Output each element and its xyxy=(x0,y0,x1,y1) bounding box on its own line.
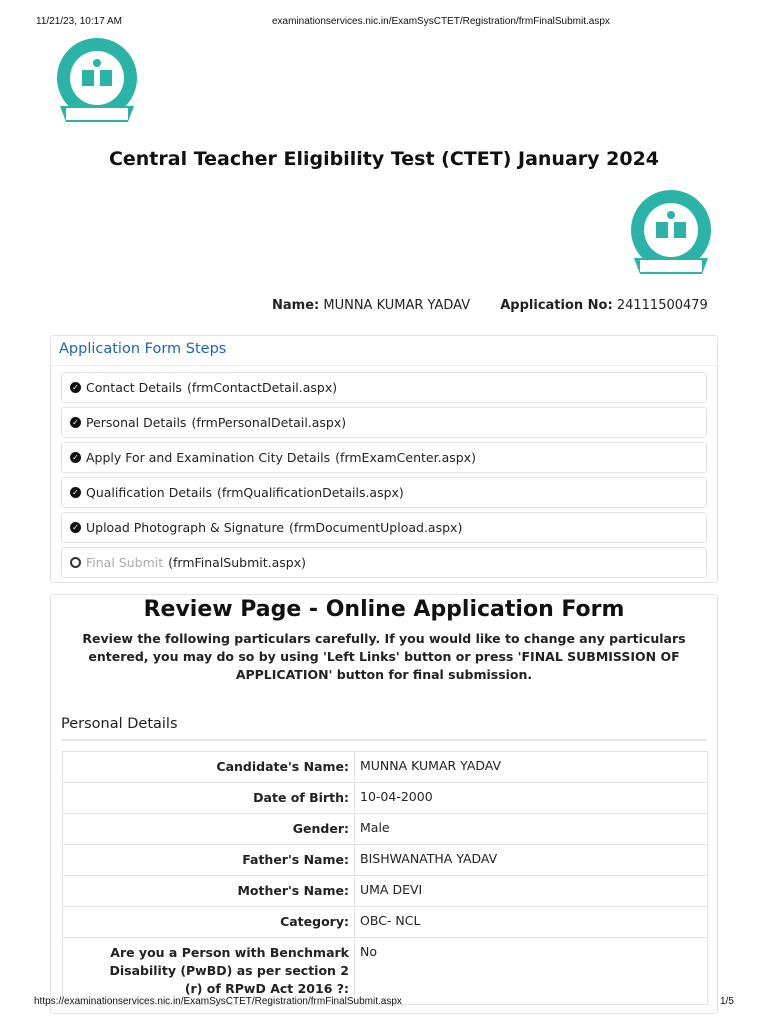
print-url: examinationservices.nic.in/ExamSysCTET/Registration/frmFinalSubmit.aspx xyxy=(272,16,610,27)
row-label: Gender: xyxy=(63,814,355,845)
row-value: OBC- NCL xyxy=(355,907,708,938)
row-label: Category: xyxy=(63,907,355,938)
page-number: 1/5 xyxy=(720,996,734,1007)
step-personal-details[interactable] xyxy=(61,407,707,438)
step-label: Apply For and Examination City Details xyxy=(86,450,331,465)
table-row xyxy=(63,752,708,783)
row-value: MUNNA KUMAR YADAV xyxy=(355,752,708,783)
step-qualification[interactable] xyxy=(61,477,707,508)
step-label: Contact Details xyxy=(86,380,182,395)
step-file: (frmQualificationDetails.aspx) xyxy=(217,485,404,500)
step-label: Qualification Details xyxy=(86,485,213,500)
step-final-submit[interactable] xyxy=(61,547,707,578)
personal-details-table xyxy=(62,751,708,1005)
row-value: No xyxy=(355,938,708,1005)
table-row xyxy=(63,938,708,1005)
name-label: Name: xyxy=(272,298,320,313)
step-label: Upload Photograph & Signature xyxy=(86,520,285,535)
row-value: UMA DEVI xyxy=(355,876,708,907)
row-label: Date of Birth: xyxy=(63,783,355,814)
print-datetime: 11/21/23, 10:17 AM xyxy=(36,16,122,27)
review-instructions: Review the following particulars carefully. If you would like to change any particulars entered, you may do so by using 'Left Links' button or press 'FINAL SUBMISSION OF APPLICATION' button for final submission. xyxy=(82,631,686,682)
check-circle-icon: ✓ xyxy=(70,382,81,393)
step-label: Final Submit xyxy=(86,555,164,570)
step-file: (frmDocumentUpload.aspx) xyxy=(289,520,463,535)
candidate-name: MUNNA KUMAR YADAV xyxy=(323,298,471,313)
table-row xyxy=(63,814,708,845)
step-file: (frmExamCenter.aspx) xyxy=(335,450,476,465)
table-row xyxy=(63,783,708,814)
section-heading: Personal Details xyxy=(61,716,707,741)
application-no-label: Application No: xyxy=(500,298,613,313)
candidate-info xyxy=(272,298,708,313)
check-circle-icon: ✓ xyxy=(70,452,81,463)
step-file: (frmContactDetail.aspx) xyxy=(186,380,338,395)
review-title: Review Page - Online Application Form xyxy=(143,597,625,622)
application-form-steps xyxy=(50,335,718,583)
row-label: Are you a Person with Benchmark Disability (PwBD) as per section 2 (r) of RPwD Act 2016 ?: xyxy=(63,938,355,1005)
row-label: Father's Name: xyxy=(63,845,355,876)
row-label: Candidate's Name: xyxy=(63,752,355,783)
review-panel xyxy=(50,594,718,1014)
footer-url: https://examinationservices.nic.in/ExamSysCTET/Registration/frmFinalSubmit.aspx xyxy=(34,996,402,1007)
clock-icon xyxy=(70,557,81,568)
application-no: 24111500479 xyxy=(616,298,708,313)
row-value: BISHWANATHA YADAV xyxy=(355,845,708,876)
step-upload-photo[interactable] xyxy=(61,512,707,543)
page-title: Central Teacher Eligibility Test (CTET) January 2024 xyxy=(108,148,660,170)
table-row xyxy=(63,845,708,876)
cbse-logo-secondary xyxy=(626,188,716,280)
step-label: Personal Details xyxy=(86,415,187,430)
check-circle-icon: ✓ xyxy=(70,487,81,498)
table-row xyxy=(63,907,708,938)
table-row xyxy=(63,876,708,907)
row-label: Mother's Name: xyxy=(63,876,355,907)
row-value: Male xyxy=(355,814,708,845)
cbse-logo xyxy=(52,36,142,128)
check-circle-icon: ✓ xyxy=(70,522,81,533)
check-circle-icon: ✓ xyxy=(70,417,81,428)
row-value: 10-04-2000 xyxy=(355,783,708,814)
step-contact-details[interactable] xyxy=(61,372,707,403)
step-file: (frmPersonalDetail.aspx) xyxy=(191,415,347,430)
step-file: (frmFinalSubmit.aspx) xyxy=(168,555,307,570)
steps-heading: Application Form Steps xyxy=(51,336,717,366)
step-exam-city[interactable] xyxy=(61,442,707,473)
